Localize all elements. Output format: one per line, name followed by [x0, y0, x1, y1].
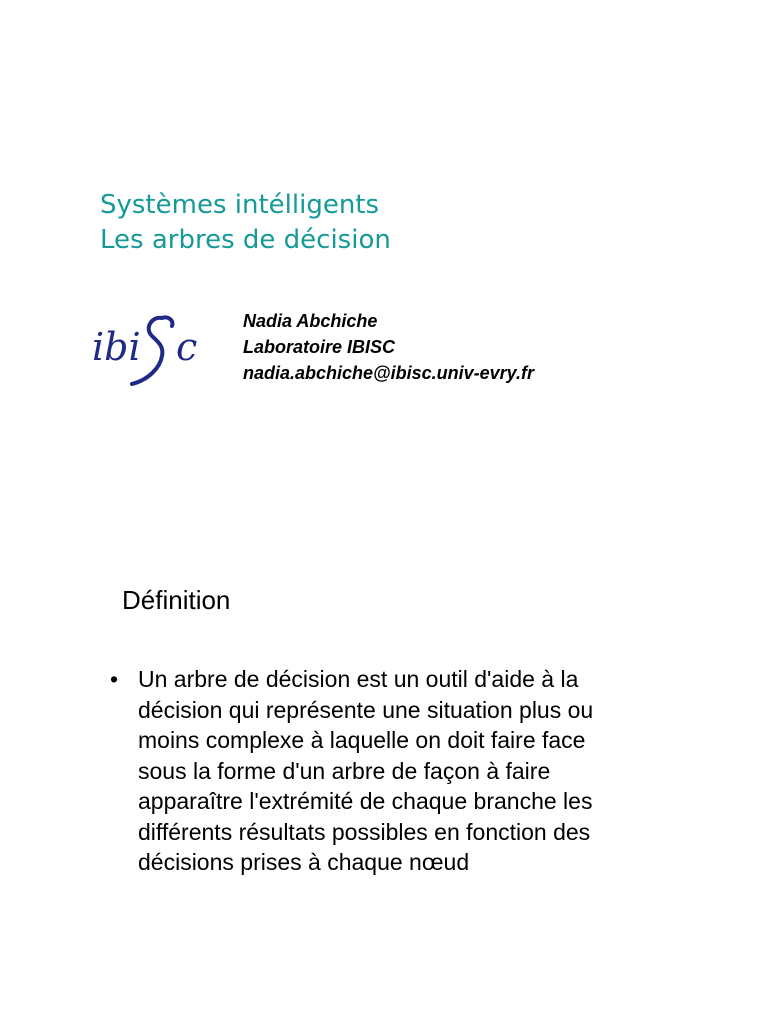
- author-lab: Laboratoire IBISC: [243, 337, 396, 357]
- ibisc-logo: [92, 310, 204, 394]
- bullet-line-2: décision qui représente une situation plus ou: [138, 696, 594, 723]
- bullet-line-7: décisions prises à chaque nœud: [138, 849, 470, 875]
- title-line-1: Systèmes intélligents: [100, 190, 380, 220]
- bullet-line-1: Un arbre de décision est un outil d'aide à la: [138, 666, 579, 692]
- section-title: Définition: [122, 585, 231, 615]
- title-line-2: Les arbres de décision: [100, 225, 391, 255]
- bullet-line-5: apparaître l'extrémité de chaque branche les: [138, 788, 593, 814]
- list-item: [106, 664, 666, 878]
- author-name: Nadia Abchiche: [243, 311, 378, 331]
- definition-list: [106, 664, 666, 878]
- logo-text-left: ibi: [92, 325, 141, 369]
- bullet-icon: •: [110, 666, 119, 692]
- author-info: [243, 308, 534, 386]
- bullet-line-3: moins complexe à laquelle on doit faire face: [138, 727, 586, 753]
- bullet-line-6: différents résultats possibles en fonction des: [138, 818, 591, 845]
- slide-title: [100, 188, 391, 258]
- bullet-line-4: sous la forme d'un arbre de façon à faire: [138, 757, 551, 784]
- author-email: nadia.abchiche@ibisc.univ-evry.fr: [243, 363, 534, 383]
- logo-text-right: c: [176, 325, 198, 369]
